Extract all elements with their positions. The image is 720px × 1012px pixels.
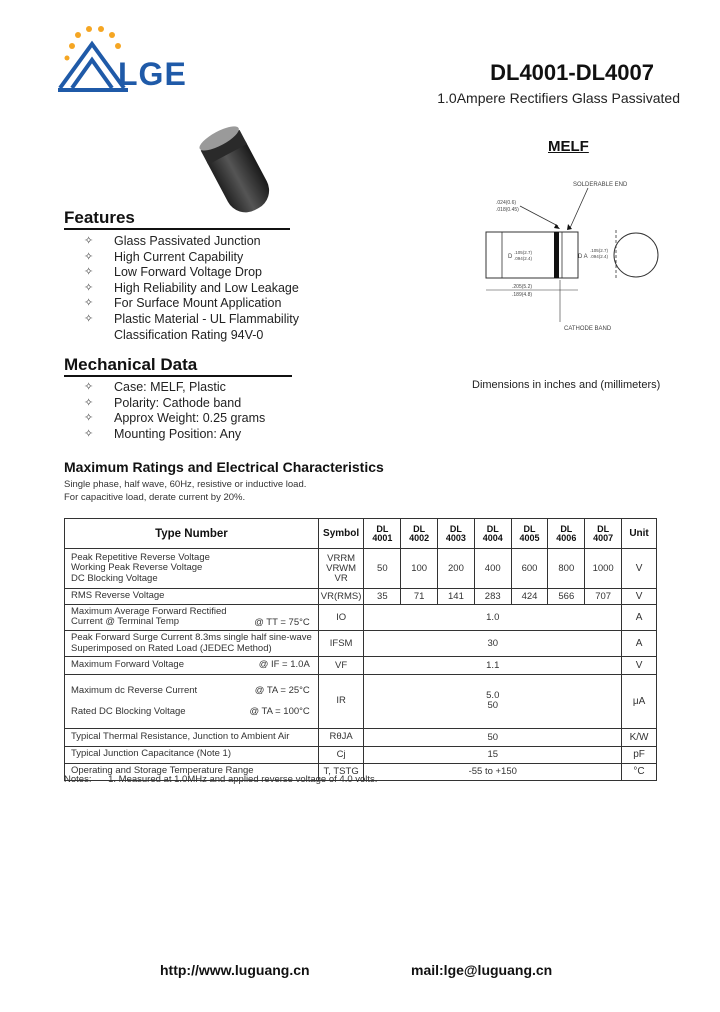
part-suffix: 4006 [556,532,577,543]
value-cell: -55 to +150 [364,763,622,780]
symbol-cell: IFSM [318,631,364,657]
feature-text: High Current Capability [114,249,244,264]
unit-cell: V [622,657,657,675]
unit-cell: A [622,631,657,657]
value-cell: 283 [474,589,511,605]
condition-text: @ IF = 1.0A [258,659,310,671]
diamond-bullet-icon: ✧ [84,427,94,440]
footer-email-link[interactable]: mail:lge@luguang.cn [411,962,553,978]
param-text: Maximum Average Forward Rectified Current @ Terminal Temp [71,605,227,628]
mechanical-rule [64,375,292,377]
table-row [65,657,657,675]
value-cell: 50 [364,549,401,589]
table-row [65,746,657,763]
note-item: 1. Measured at 1.0MHz and applied reverse voltage of 4.0 volts. [108,774,378,785]
diamond-bullet-icon: ✧ [84,396,94,409]
mechanical-text: Mounting Position: Any [114,426,242,441]
mechanical-text: Approx Weight: 0.25 grams [114,411,266,426]
condition-text: @ TA = 25°C [254,684,310,696]
part-suffix: 4002 [409,532,430,543]
diamond-bullet-icon: ✧ [84,412,94,425]
ratings-title: Maximum Ratings and Electrical Characteristics [64,459,384,475]
value-cell: 400 [474,549,511,589]
feature-text: Plastic Material - UL Flammability Classification Rating 94V-0 [114,311,299,342]
value-cell: 15 [364,746,622,763]
symbol-cell: VRRM VRWM VR [318,549,364,589]
param-cell: Peak Repetitive Reverse Voltage Working Peak Reverse Voltage DC Blocking Voltage [65,549,319,589]
dim-top-max: .024(0.6) [496,200,517,206]
diamond-bullet-icon: ✧ [84,312,94,325]
table-header-row [65,519,657,549]
table-row [65,549,657,589]
part-prefix: DL [376,523,389,534]
part-header [364,519,401,549]
unit-cell: V [622,589,657,605]
value-cell: 5.0 50 [364,675,622,729]
part-header [401,519,438,549]
param-cell: Operating and Storage Temperature Range [65,763,319,780]
value-cell: 100 [401,549,438,589]
part-number-title: DL4001-DL4007 [490,60,654,85]
part-suffix: 4003 [445,532,466,543]
list-item [84,427,265,443]
part-subtitle: 1.0Ampere Rectifiers Glass Passivated [437,90,680,106]
dim-top-min: .018(0.45) [496,207,519,213]
value-cell: 50 [364,728,622,746]
part-header [474,519,511,549]
symbol-header: Symbol [318,519,364,549]
letter-d: D [508,254,513,260]
param-cell [65,657,319,675]
param-cell [65,605,319,631]
dimension-drawing [478,172,674,338]
ratings-note-1: Single phase, half wave, 60Hz, resistive or inductive load. [64,479,307,490]
type-number-header: Type Number [65,519,319,549]
feature-text: For Surface Mount Application [114,296,282,311]
notes [64,774,377,785]
param-text: Maximum dc Reverse Current [71,684,198,696]
table-row [65,631,657,657]
value-cell: 30 [364,631,622,657]
symbol-cell: T, TSTG [318,763,364,780]
dimension-caption: Dimensions in inches and (millimeters) [472,379,661,391]
dim-right-min: .094(2.4) [590,254,609,259]
value-cell: 71 [401,589,438,605]
symbol-cell: RθJA [318,728,364,746]
unit-cell: pF [622,746,657,763]
value-cell: 424 [511,589,548,605]
part-header [511,519,548,549]
symbol-cell: Cj [318,746,364,763]
unit-cell: °C [622,763,657,780]
value-cell: 141 [438,589,475,605]
mechanical-text: Polarity: Cathode band [114,395,242,410]
dim-bottom-min: .189(4.8) [512,292,533,298]
features-list [84,234,299,343]
table-row [65,605,657,631]
dim-right-max: .105(2.7) [590,248,609,253]
value-cell: 707 [585,589,622,605]
list-item [84,312,299,343]
list-item [84,396,265,412]
param-cell: Typical Thermal Resistance, Junction to Ambient Air [65,728,319,746]
unit-cell: V [622,549,657,589]
part-suffix: 4005 [519,532,540,543]
logo-wordmark: LGE [118,56,187,92]
diamond-bullet-icon: ✧ [84,235,94,247]
part-prefix: DL [523,523,536,534]
table-row [65,675,657,729]
diamond-bullet-icon: ✧ [84,250,94,263]
param-text: Rated DC Blocking Voltage [71,705,186,717]
list-item [84,265,299,281]
part-suffix: 4007 [593,532,614,543]
diamond-bullet-icon: ✧ [84,381,94,393]
symbol-cell: IO [318,605,364,631]
value-cell: 35 [364,589,401,605]
condition-text: @ TA = 100°C [249,705,310,717]
part-prefix: DL [560,523,573,534]
letter-da: D A [578,254,588,260]
list-item [84,234,299,250]
feature-text: Low Forward Voltage Drop [114,265,262,280]
ratings-note-2: For capacitive load, derate current by 20%. [64,492,246,503]
features-rule [64,228,290,230]
symbol-cell: VR(RMS) [318,589,364,605]
unit-cell: μA [622,675,657,729]
value-cell: 600 [511,549,548,589]
value-cell: 566 [548,589,585,605]
ratings-table [64,518,657,781]
table-row [65,589,657,605]
unit-cell: A [622,605,657,631]
diamond-bullet-icon: ✧ [84,266,94,279]
dim-left-min: .094(2.4) [514,256,533,261]
mechanical-title: Mechanical Data [64,355,198,374]
param-cell: Peak Forward Surge Current 8.3ms single half sine-wave Superimposed on Rated Load (JEDEC Method) [65,631,319,657]
company-logo [52,24,232,96]
value-cell: 800 [548,549,585,589]
feature-text: High Reliability and Low Leakage [114,280,299,295]
value-cell: 1000 [585,549,622,589]
value-cell: 200 [438,549,475,589]
param-line [71,707,316,718]
features-title: Features [64,208,135,227]
list-item [84,411,265,427]
param-line [71,686,316,697]
list-item [84,281,299,297]
dim-bottom-max: .205(5.2) [512,284,533,290]
mechanical-text: Case: MELF, Plastic [114,380,226,394]
notes-label: Notes: [64,774,92,785]
param-cell: RMS Reverse Voltage [65,589,319,605]
part-prefix: DL [486,523,499,534]
value-cell: 1.1 [364,657,622,675]
param-cell [65,675,319,729]
part-header [438,519,475,549]
unit-cell: K/W [622,728,657,746]
solderable-end-label: SOLDERABLE END [573,182,628,188]
part-header [548,519,585,549]
feature-text: Glass Passivated Junction [114,234,261,248]
package-title: MELF [548,138,589,155]
dim-left-max: .105(2.7) [514,250,533,255]
footer-website-link[interactable]: http://www.luguang.cn [160,962,310,978]
unit-header: Unit [622,519,657,549]
param-text: Maximum Forward Voltage [71,659,184,671]
list-item [84,380,265,396]
list-item [84,296,299,312]
table-row [65,728,657,746]
part-suffix: 4001 [372,532,393,543]
part-header [585,519,622,549]
part-prefix: DL [413,523,426,534]
mechanical-list [84,380,265,442]
symbol-cell: IR [318,675,364,729]
list-item [84,250,299,266]
part-prefix: DL [597,523,610,534]
diamond-bullet-icon: ✧ [84,297,94,310]
melf-diode-image [182,122,292,222]
part-suffix: 4004 [482,532,503,543]
symbol-cell: VF [318,657,364,675]
diamond-bullet-icon: ✧ [84,281,94,294]
cathode-band-label: CATHODE BAND [564,326,612,332]
param-cell: Typical Junction Capacitance (Note 1) [65,746,319,763]
part-prefix: DL [449,523,462,534]
value-cell: 1.0 [364,605,622,631]
condition-text: @ TT = 75°C [254,616,310,628]
